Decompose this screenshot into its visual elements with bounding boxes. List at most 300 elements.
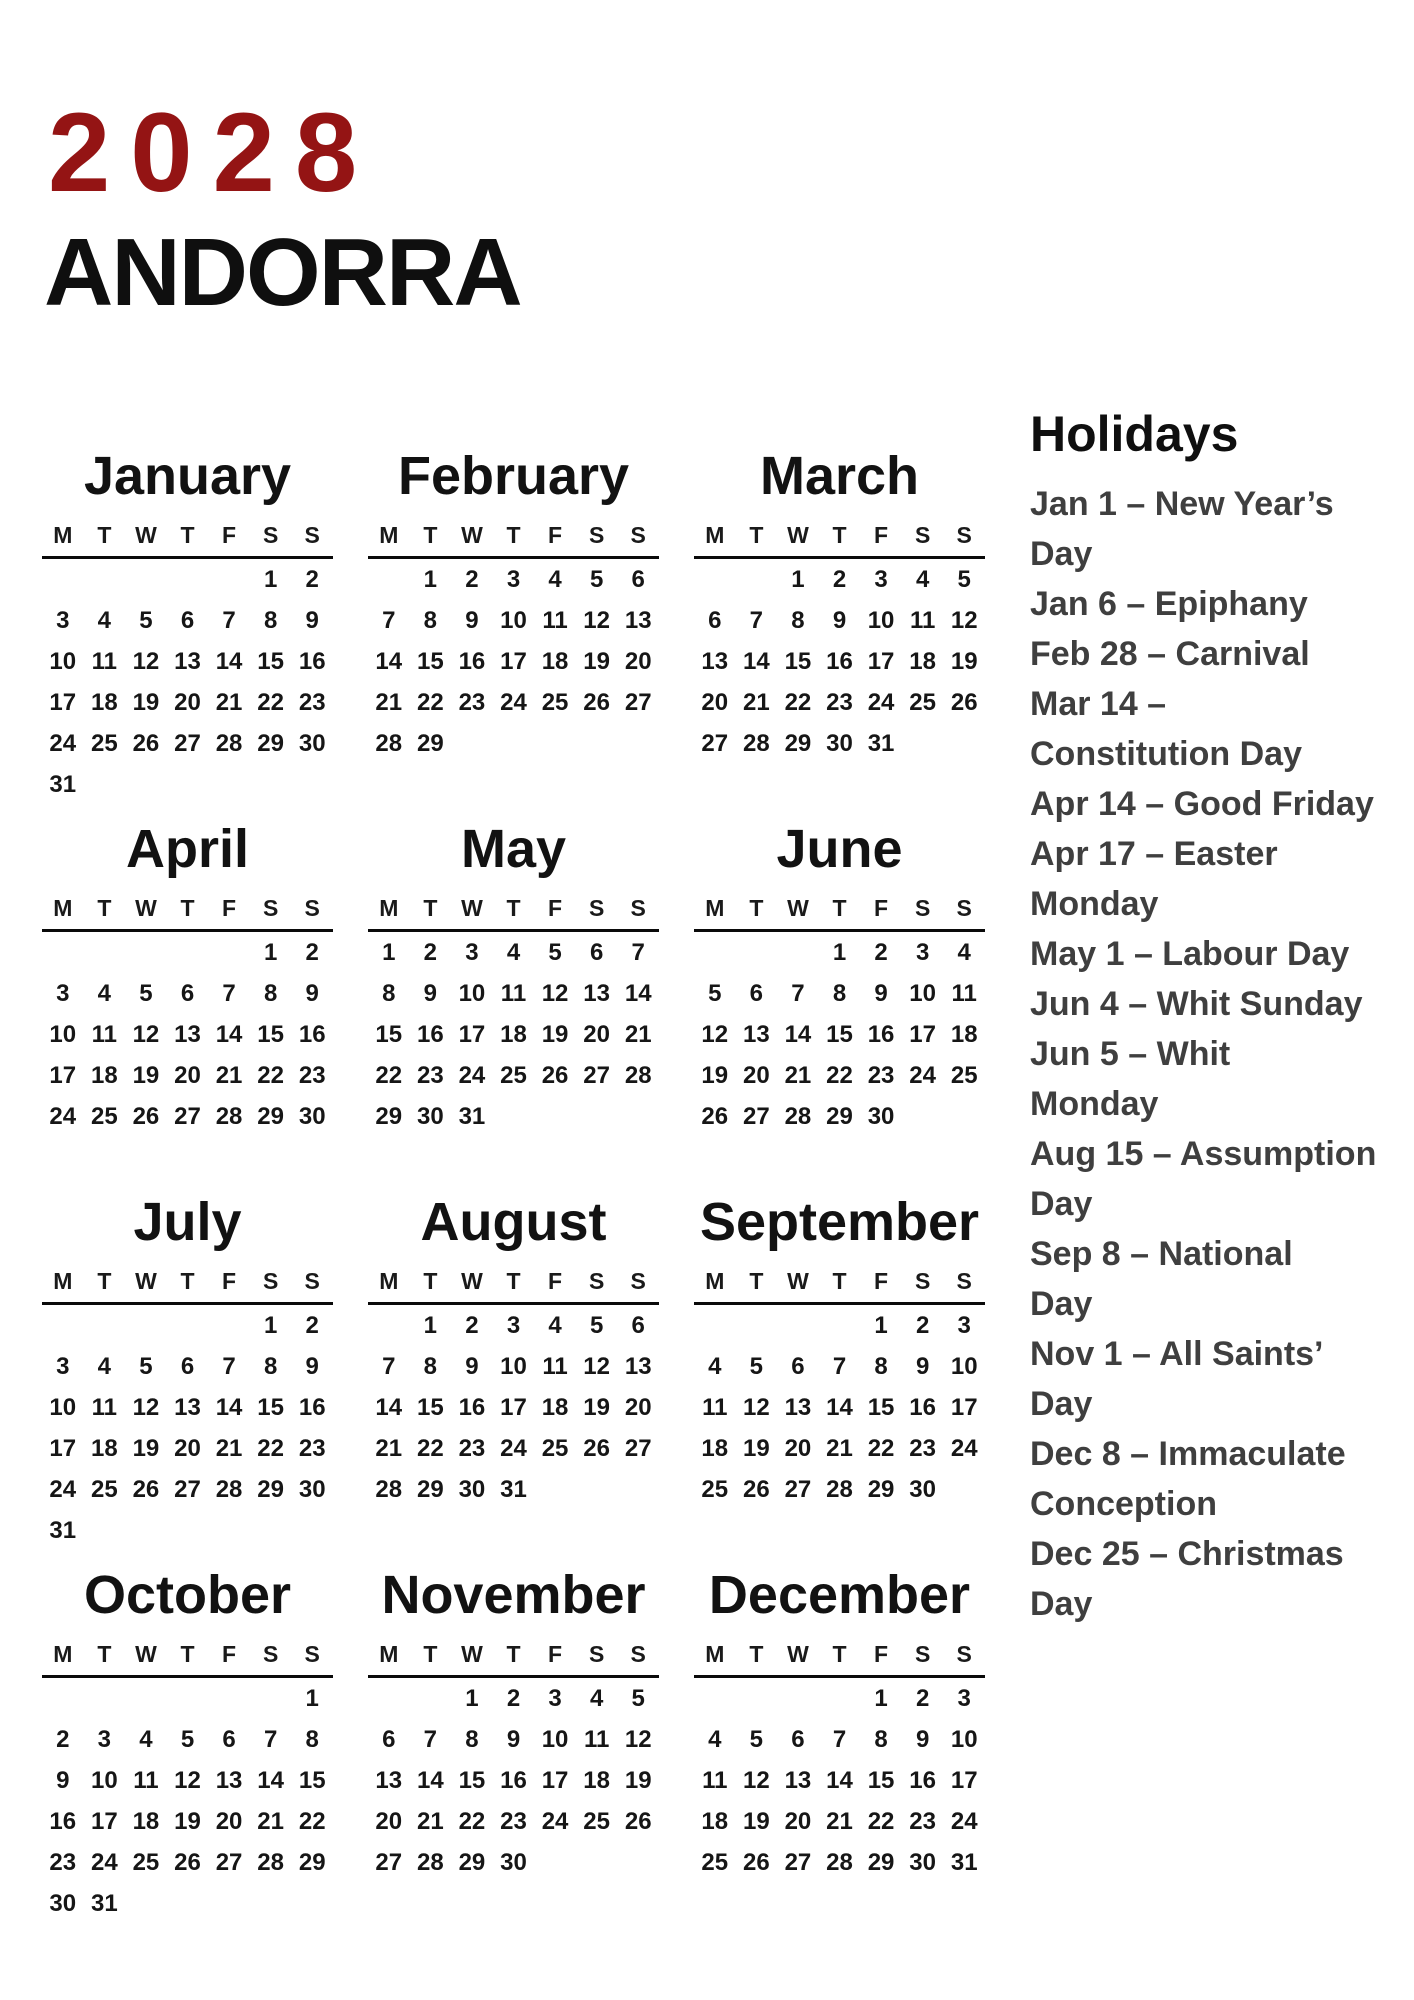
weekday-label: M: [53, 1267, 73, 1294]
week-row: [368, 1055, 659, 1096]
date-cell: 14: [743, 647, 770, 675]
date-cell: 12: [701, 1020, 729, 1048]
date-cell: 8: [382, 979, 396, 1007]
week-row: [694, 1801, 985, 1842]
date-cell: 7: [222, 1352, 236, 1380]
date-cell: 30: [826, 729, 853, 757]
date-cell: 26: [743, 1475, 770, 1503]
date-cell: 12: [132, 1393, 160, 1421]
date-cell: 23: [298, 1434, 326, 1462]
month-november: [368, 1559, 659, 1932]
date-cell: 16: [458, 1393, 486, 1421]
weekday-label: S: [588, 1267, 605, 1294]
date-cell: 25: [91, 1102, 118, 1130]
date-cell: 27: [624, 688, 652, 716]
weekday-label: S: [304, 894, 320, 921]
date-cell: 19: [701, 1061, 729, 1089]
date-cell: 11: [91, 1020, 118, 1048]
date-cell: 4: [97, 1352, 112, 1380]
date-cell: 6: [222, 1725, 236, 1753]
weekday-label: S: [262, 894, 279, 921]
date-cell: 8: [263, 979, 278, 1007]
week-row: [42, 1801, 333, 1842]
week-row: [42, 973, 333, 1014]
week-row: [368, 1305, 659, 1346]
date-cell: 20: [375, 1807, 403, 1835]
date-cell: 28: [826, 1475, 853, 1503]
date-cell: 13: [583, 979, 610, 1007]
date-cell: 19: [743, 1807, 770, 1835]
date-cell: 26: [583, 1434, 610, 1462]
date-cell: 18: [701, 1434, 729, 1462]
date-cell: 13: [375, 1766, 403, 1794]
date-cell: 10: [458, 979, 486, 1007]
week-row: [368, 1719, 659, 1760]
date-cell: 5: [139, 979, 153, 1007]
date-cell: 13: [784, 1766, 812, 1794]
date-cell: 2: [423, 938, 438, 966]
date-cell: 9: [305, 606, 319, 634]
week-row: [368, 1678, 659, 1719]
month-title: February: [397, 446, 630, 506]
weekday-label: M: [705, 521, 725, 548]
date-cell: 27: [174, 1102, 201, 1130]
week-row: [368, 723, 659, 764]
date-cell: 14: [826, 1766, 853, 1794]
month-september: [694, 1186, 985, 1559]
weekday-label: W: [787, 521, 809, 548]
weekday-label: F: [874, 521, 889, 548]
holiday-item: [1030, 829, 1390, 929]
month-january: [42, 440, 333, 813]
date-cell: 12: [583, 606, 610, 634]
date-cell: 5: [631, 1684, 645, 1712]
month-october: [42, 1559, 333, 1932]
date-cell: 26: [743, 1848, 770, 1876]
week-row: [368, 1469, 659, 1510]
holiday-item: [1030, 679, 1390, 779]
date-cell: 3: [506, 565, 521, 593]
holiday-line: Nov 1 – All Saints’: [1030, 1335, 1324, 1373]
date-cell: 15: [257, 647, 284, 675]
holiday-item: [1030, 579, 1390, 629]
date-cell: 17: [500, 647, 527, 675]
week-row: [368, 641, 659, 682]
date-cell: 15: [867, 1766, 895, 1794]
date-cell: 5: [708, 979, 722, 1007]
date-cell: 23: [867, 1061, 895, 1089]
weekday-label: W: [787, 894, 809, 921]
date-cell: 16: [298, 1020, 326, 1048]
date-cell: 4: [506, 938, 521, 966]
date-cell: 3: [548, 1684, 562, 1712]
date-cell: 16: [49, 1807, 77, 1835]
week-row: [368, 600, 659, 641]
date-cell: 22: [867, 1807, 895, 1835]
date-cell: 19: [132, 1061, 160, 1089]
date-cell: 2: [915, 1684, 930, 1712]
weekday-label: F: [222, 521, 237, 548]
date-cell: 27: [784, 1475, 812, 1503]
date-cell: 14: [257, 1766, 284, 1794]
date-cell: 15: [417, 647, 444, 675]
date-cell: 27: [701, 729, 729, 757]
date-cell: 16: [909, 1393, 936, 1421]
date-cell: 19: [624, 1766, 652, 1794]
date-cell: 6: [589, 938, 604, 966]
holidays-title: Holidays: [1030, 406, 1239, 462]
weekday-label: T: [97, 521, 112, 548]
date-cell: 15: [298, 1766, 326, 1794]
month-title: December: [708, 1565, 971, 1625]
date-cell: 8: [874, 1725, 888, 1753]
date-cell: 13: [784, 1393, 812, 1421]
date-cell: 12: [541, 979, 569, 1007]
date-cell: 19: [174, 1807, 201, 1835]
date-cell: 15: [784, 647, 812, 675]
weekday-label: T: [423, 1640, 438, 1667]
date-cell: 12: [743, 1766, 770, 1794]
weekday-label: W: [461, 1640, 483, 1667]
week-row: [42, 1096, 333, 1137]
holiday-line: Monday: [1030, 1085, 1159, 1123]
date-cell: 20: [784, 1434, 812, 1462]
date-cell: 12: [174, 1766, 201, 1794]
weekday-label: F: [874, 1640, 889, 1667]
weekday-label: S: [914, 521, 931, 548]
date-cell: 15: [257, 1393, 284, 1421]
date-cell: 9: [305, 979, 319, 1007]
date-cell: 24: [49, 1475, 77, 1503]
holiday-line: Feb 28 – Carnival: [1030, 635, 1310, 673]
date-cell: 7: [631, 938, 645, 966]
date-cell: 22: [298, 1807, 326, 1835]
date-cell: 29: [257, 1102, 284, 1130]
date-cell: 9: [915, 1352, 930, 1380]
date-cell: 1: [423, 565, 438, 593]
date-cell: 28: [215, 1475, 243, 1503]
date-cell: 4: [97, 979, 112, 1007]
date-cell: 11: [702, 1393, 728, 1421]
weekday-label: M: [705, 1267, 725, 1294]
date-cell: 21: [826, 1434, 853, 1462]
date-cell: 20: [701, 688, 729, 716]
date-cell: 25: [541, 1434, 569, 1462]
weekday-label: W: [135, 521, 157, 548]
weekday-label: W: [787, 1267, 809, 1294]
date-cell: 27: [174, 1475, 201, 1503]
weekday-label: S: [630, 521, 646, 548]
week-row: [42, 1719, 333, 1760]
date-cell: 21: [624, 1020, 652, 1048]
week-row: [368, 1387, 659, 1428]
holiday-line: Day: [1030, 1285, 1093, 1323]
weekday-label: S: [304, 1267, 320, 1294]
date-cell: 26: [950, 688, 978, 716]
date-cell: 2: [506, 1684, 521, 1712]
date-cell: 12: [132, 1020, 160, 1048]
date-cell: 6: [631, 565, 645, 593]
date-cell: 18: [91, 1061, 118, 1089]
month-title: May: [460, 819, 567, 879]
date-cell: 30: [867, 1102, 895, 1130]
weekday-label: T: [506, 1640, 521, 1667]
date-cell: 31: [49, 1516, 77, 1544]
date-cell: 17: [500, 1393, 527, 1421]
weekday-label: S: [630, 894, 646, 921]
date-cell: 15: [458, 1766, 486, 1794]
holiday-item: [1030, 629, 1390, 679]
date-cell: 2: [305, 938, 319, 966]
date-cell: 21: [215, 688, 243, 716]
date-cell: 18: [909, 647, 936, 675]
date-cell: 7: [222, 979, 236, 1007]
weekday-row: [368, 1639, 659, 1669]
date-cell: 24: [500, 688, 527, 716]
date-cell: 22: [458, 1807, 486, 1835]
date-cell: 31: [500, 1475, 527, 1503]
date-cell: 10: [909, 979, 936, 1007]
date-cell: 18: [541, 647, 569, 675]
holiday-line: Conception: [1030, 1485, 1217, 1523]
date-cell: 6: [631, 1311, 645, 1339]
weekday-label: S: [630, 1267, 646, 1294]
date-cell: 13: [624, 1352, 652, 1380]
date-cell: 28: [215, 729, 243, 757]
date-cell: 1: [465, 1684, 479, 1712]
date-cell: 12: [583, 1352, 610, 1380]
date-cell: 13: [701, 647, 729, 675]
date-cell: 4: [915, 565, 930, 593]
date-cell: 5: [139, 606, 153, 634]
weekday-row: [42, 1639, 333, 1669]
week-row: [42, 1678, 333, 1719]
date-cell: 22: [257, 688, 284, 716]
date-cell: 26: [132, 1475, 160, 1503]
date-cell: 14: [215, 1393, 243, 1421]
date-cell: 23: [298, 688, 326, 716]
date-cell: 18: [91, 688, 118, 716]
date-cell: 8: [423, 606, 438, 634]
week-row: [694, 932, 985, 973]
date-cell: 2: [305, 565, 319, 593]
date-cell: 1: [263, 938, 278, 966]
weekday-row: [368, 1266, 659, 1296]
date-cell: 11: [542, 1352, 568, 1380]
date-cell: 4: [589, 1684, 604, 1712]
date-cell: 9: [832, 606, 847, 634]
date-cell: 29: [375, 1102, 403, 1130]
date-cell: 26: [132, 729, 160, 757]
date-cell: 11: [702, 1766, 728, 1794]
date-cell: 18: [500, 1020, 527, 1048]
date-cell: 11: [909, 606, 936, 634]
holiday-line: May 1 – Labour Day: [1030, 935, 1350, 973]
week-row: [42, 1305, 333, 1346]
date-cell: 23: [298, 1061, 326, 1089]
week-row: [42, 1055, 333, 1096]
holiday-line: Day: [1030, 1185, 1093, 1223]
date-cell: 29: [458, 1848, 486, 1876]
date-cell: 24: [909, 1061, 936, 1089]
date-cell: 6: [180, 979, 195, 1007]
month-title: March: [759, 446, 920, 506]
date-cell: 19: [541, 1020, 569, 1048]
weekday-label: T: [180, 1640, 195, 1667]
weekday-label: T: [832, 1640, 847, 1667]
date-cell: 3: [56, 979, 70, 1007]
date-cell: 22: [417, 688, 444, 716]
date-cell: 17: [49, 1434, 77, 1462]
date-cell: 20: [174, 1434, 201, 1462]
weekday-label: T: [97, 1267, 112, 1294]
date-cell: 1: [791, 565, 805, 593]
week-row: [42, 932, 333, 973]
weekday-label: M: [53, 521, 73, 548]
week-row: [368, 1842, 659, 1883]
weekday-label: T: [180, 521, 195, 548]
date-cell: 2: [915, 1311, 930, 1339]
date-cell: 6: [791, 1352, 805, 1380]
date-cell: 16: [417, 1020, 444, 1048]
week-row: [694, 600, 985, 641]
date-cell: 3: [56, 1352, 70, 1380]
weekday-label: M: [53, 1640, 73, 1667]
date-cell: 2: [465, 1311, 479, 1339]
date-cell: 13: [215, 1766, 243, 1794]
holiday-line: Apr 14 – Good Friday: [1030, 785, 1374, 823]
date-cell: 14: [784, 1020, 812, 1048]
date-cell: 27: [624, 1434, 652, 1462]
weekday-label: F: [548, 894, 563, 921]
date-cell: 28: [826, 1848, 853, 1876]
date-cell: 8: [791, 606, 805, 634]
weekday-row: [42, 1266, 333, 1296]
date-cell: 17: [950, 1766, 978, 1794]
date-cell: 18: [91, 1434, 118, 1462]
weekday-label: W: [461, 521, 483, 548]
holiday-item: [1030, 479, 1390, 579]
weekday-row: [368, 520, 659, 550]
weekday-label: T: [180, 894, 195, 921]
weekday-label: S: [914, 1640, 931, 1667]
date-cell: 7: [263, 1725, 278, 1753]
date-cell: 17: [541, 1766, 569, 1794]
date-cell: 11: [542, 606, 568, 634]
date-cell: 13: [174, 1393, 201, 1421]
weekday-label: T: [423, 521, 438, 548]
date-cell: 22: [375, 1061, 403, 1089]
week-row: [694, 1678, 985, 1719]
date-cell: 20: [624, 1393, 652, 1421]
date-cell: 8: [832, 979, 847, 1007]
date-cell: 24: [458, 1061, 486, 1089]
date-cell: 24: [950, 1434, 978, 1462]
country-title: ANDORRA: [44, 219, 521, 326]
date-cell: 19: [132, 1434, 160, 1462]
holiday-line: Dec 8 – Immaculate: [1030, 1435, 1346, 1473]
date-cell: 26: [583, 688, 610, 716]
date-cell: 3: [957, 1684, 971, 1712]
date-cell: 23: [458, 688, 486, 716]
date-cell: 6: [382, 1725, 396, 1753]
date-cell: 11: [133, 1766, 159, 1794]
month-title: January: [83, 446, 292, 506]
date-cell: 10: [541, 1725, 569, 1753]
date-cell: 19: [583, 1393, 610, 1421]
date-cell: 9: [465, 1352, 479, 1380]
week-row: [694, 723, 985, 764]
date-cell: 8: [305, 1725, 319, 1753]
month-title: June: [776, 819, 903, 879]
holiday-line: Apr 17 – Easter: [1030, 835, 1278, 873]
date-cell: 7: [382, 606, 396, 634]
date-cell: 25: [701, 1475, 729, 1503]
weekday-label: T: [749, 894, 764, 921]
date-cell: 5: [957, 565, 971, 593]
date-cell: 1: [874, 1311, 888, 1339]
month-february: [368, 440, 659, 813]
holiday-line: Constitution Day: [1030, 735, 1302, 773]
weekday-label: W: [135, 1640, 157, 1667]
weekday-label: T: [749, 521, 764, 548]
date-cell: 31: [91, 1889, 118, 1917]
date-cell: 21: [375, 688, 403, 716]
weekday-label: F: [548, 1640, 563, 1667]
date-cell: 20: [215, 1807, 243, 1835]
week-row: [42, 559, 333, 600]
date-cell: 17: [49, 1061, 77, 1089]
date-cell: 17: [867, 647, 895, 675]
date-cell: 11: [951, 979, 977, 1007]
weekday-label: W: [787, 1640, 809, 1667]
date-cell: 18: [583, 1766, 610, 1794]
date-cell: 15: [417, 1393, 444, 1421]
date-cell: 25: [583, 1807, 610, 1835]
date-cell: 13: [174, 647, 201, 675]
date-cell: 7: [749, 606, 764, 634]
date-cell: 9: [915, 1725, 930, 1753]
date-cell: 20: [624, 647, 652, 675]
date-cell: 16: [909, 1766, 936, 1794]
date-cell: 21: [417, 1807, 444, 1835]
weekday-label: S: [262, 1640, 279, 1667]
holiday-line: Dec 25 – Christmas: [1030, 1535, 1344, 1573]
holiday-item: [1030, 1029, 1390, 1129]
date-cell: 9: [305, 1352, 319, 1380]
date-cell: 18: [132, 1807, 160, 1835]
date-cell: 28: [257, 1848, 284, 1876]
weekday-label: S: [262, 1267, 279, 1294]
date-cell: 23: [49, 1848, 77, 1876]
week-row: [368, 1428, 659, 1469]
holiday-item: [1030, 1229, 1390, 1329]
date-cell: 27: [174, 729, 201, 757]
date-cell: 5: [589, 565, 604, 593]
week-row: [42, 1428, 333, 1469]
date-cell: 24: [49, 1102, 77, 1130]
date-cell: 21: [215, 1434, 243, 1462]
date-cell: 25: [909, 688, 936, 716]
month-title: August: [420, 1192, 607, 1252]
date-cell: 29: [417, 1475, 444, 1503]
date-cell: 10: [49, 647, 77, 675]
weekday-label: S: [914, 894, 931, 921]
date-cell: 14: [826, 1393, 853, 1421]
date-cell: 7: [423, 1725, 438, 1753]
month-august: [368, 1186, 659, 1559]
date-cell: 13: [743, 1020, 770, 1048]
